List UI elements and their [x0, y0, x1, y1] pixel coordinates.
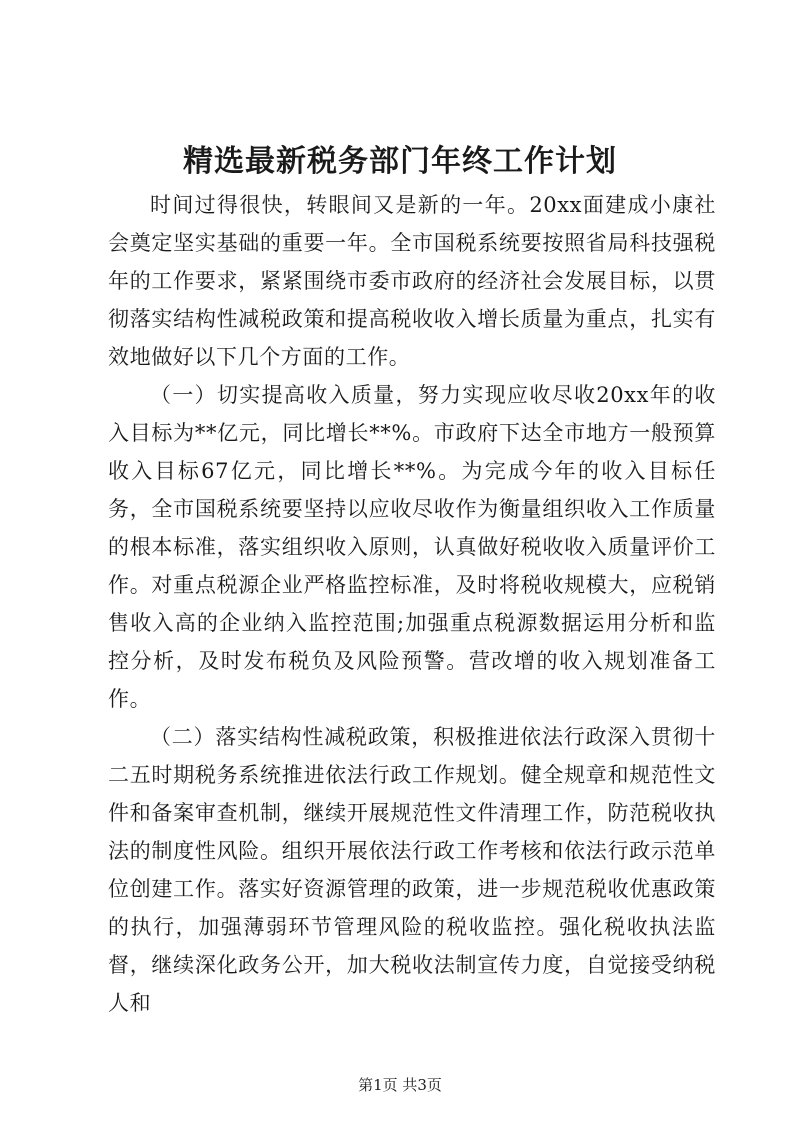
document-title: 精选最新税务部门年终工作计划: [183, 144, 617, 179]
paragraph-intro: 时间过得很快，转眼间又是新的一年。20xx面建成小康社会奠定坚实基础的重要一年。全市国税系统要按照省局科技强税年的工作要求，紧紧围绕市委市政府的经济社会发展目标，以贯彻落实结构性减税政策和提高税收收入增长质量为重点，扎实有效地做好以下几个方面的工作。: [108, 193, 716, 369]
paragraph-section-2: （二）落实结构性减税政策，积极推进依法行政深入贯彻十二五时期税务系统推进依法行政工作规划。健全规章和规范性文件和备案审查机制，继续开展规范性文件清理工作，防范税收执法的制度性风险。组织开展依法行政工作考核和依法行政示范单位创建工作。落实好资源管理的政策，进一步规范税收优惠政策的执行，加强薄弱环节管理风险的税收监控。强化税收执法监督，继续深化政务公开，加大税收法制宣传力度，自觉接受纳税人和: [108, 725, 716, 1015]
document-body: [108, 186, 716, 1022]
page-footer: 第1页 共3页: [358, 1076, 442, 1094]
paragraph-section-1: （一）切实提高收入质量，努力实现应收尽收20xx年的收入目标为**亿元，同比增长**%。市政府下达全市地方一般预算收入目标67亿元，同比增长**%。为完成今年的收入目标任务，全市国税系统要坚持以应收尽收作为衡量组织收入工作质量的根本标准，落实组织收入原则，认真做好税收收入质量评价工作。对重点税源企业严格监控标准，及时将税收规模大，应税销售收入高的企业纳入监控范围;加强重点税源数据运用分析和监控分析，及时发布税负及风险预警。营改增的收入规划准备工作。: [108, 383, 716, 711]
